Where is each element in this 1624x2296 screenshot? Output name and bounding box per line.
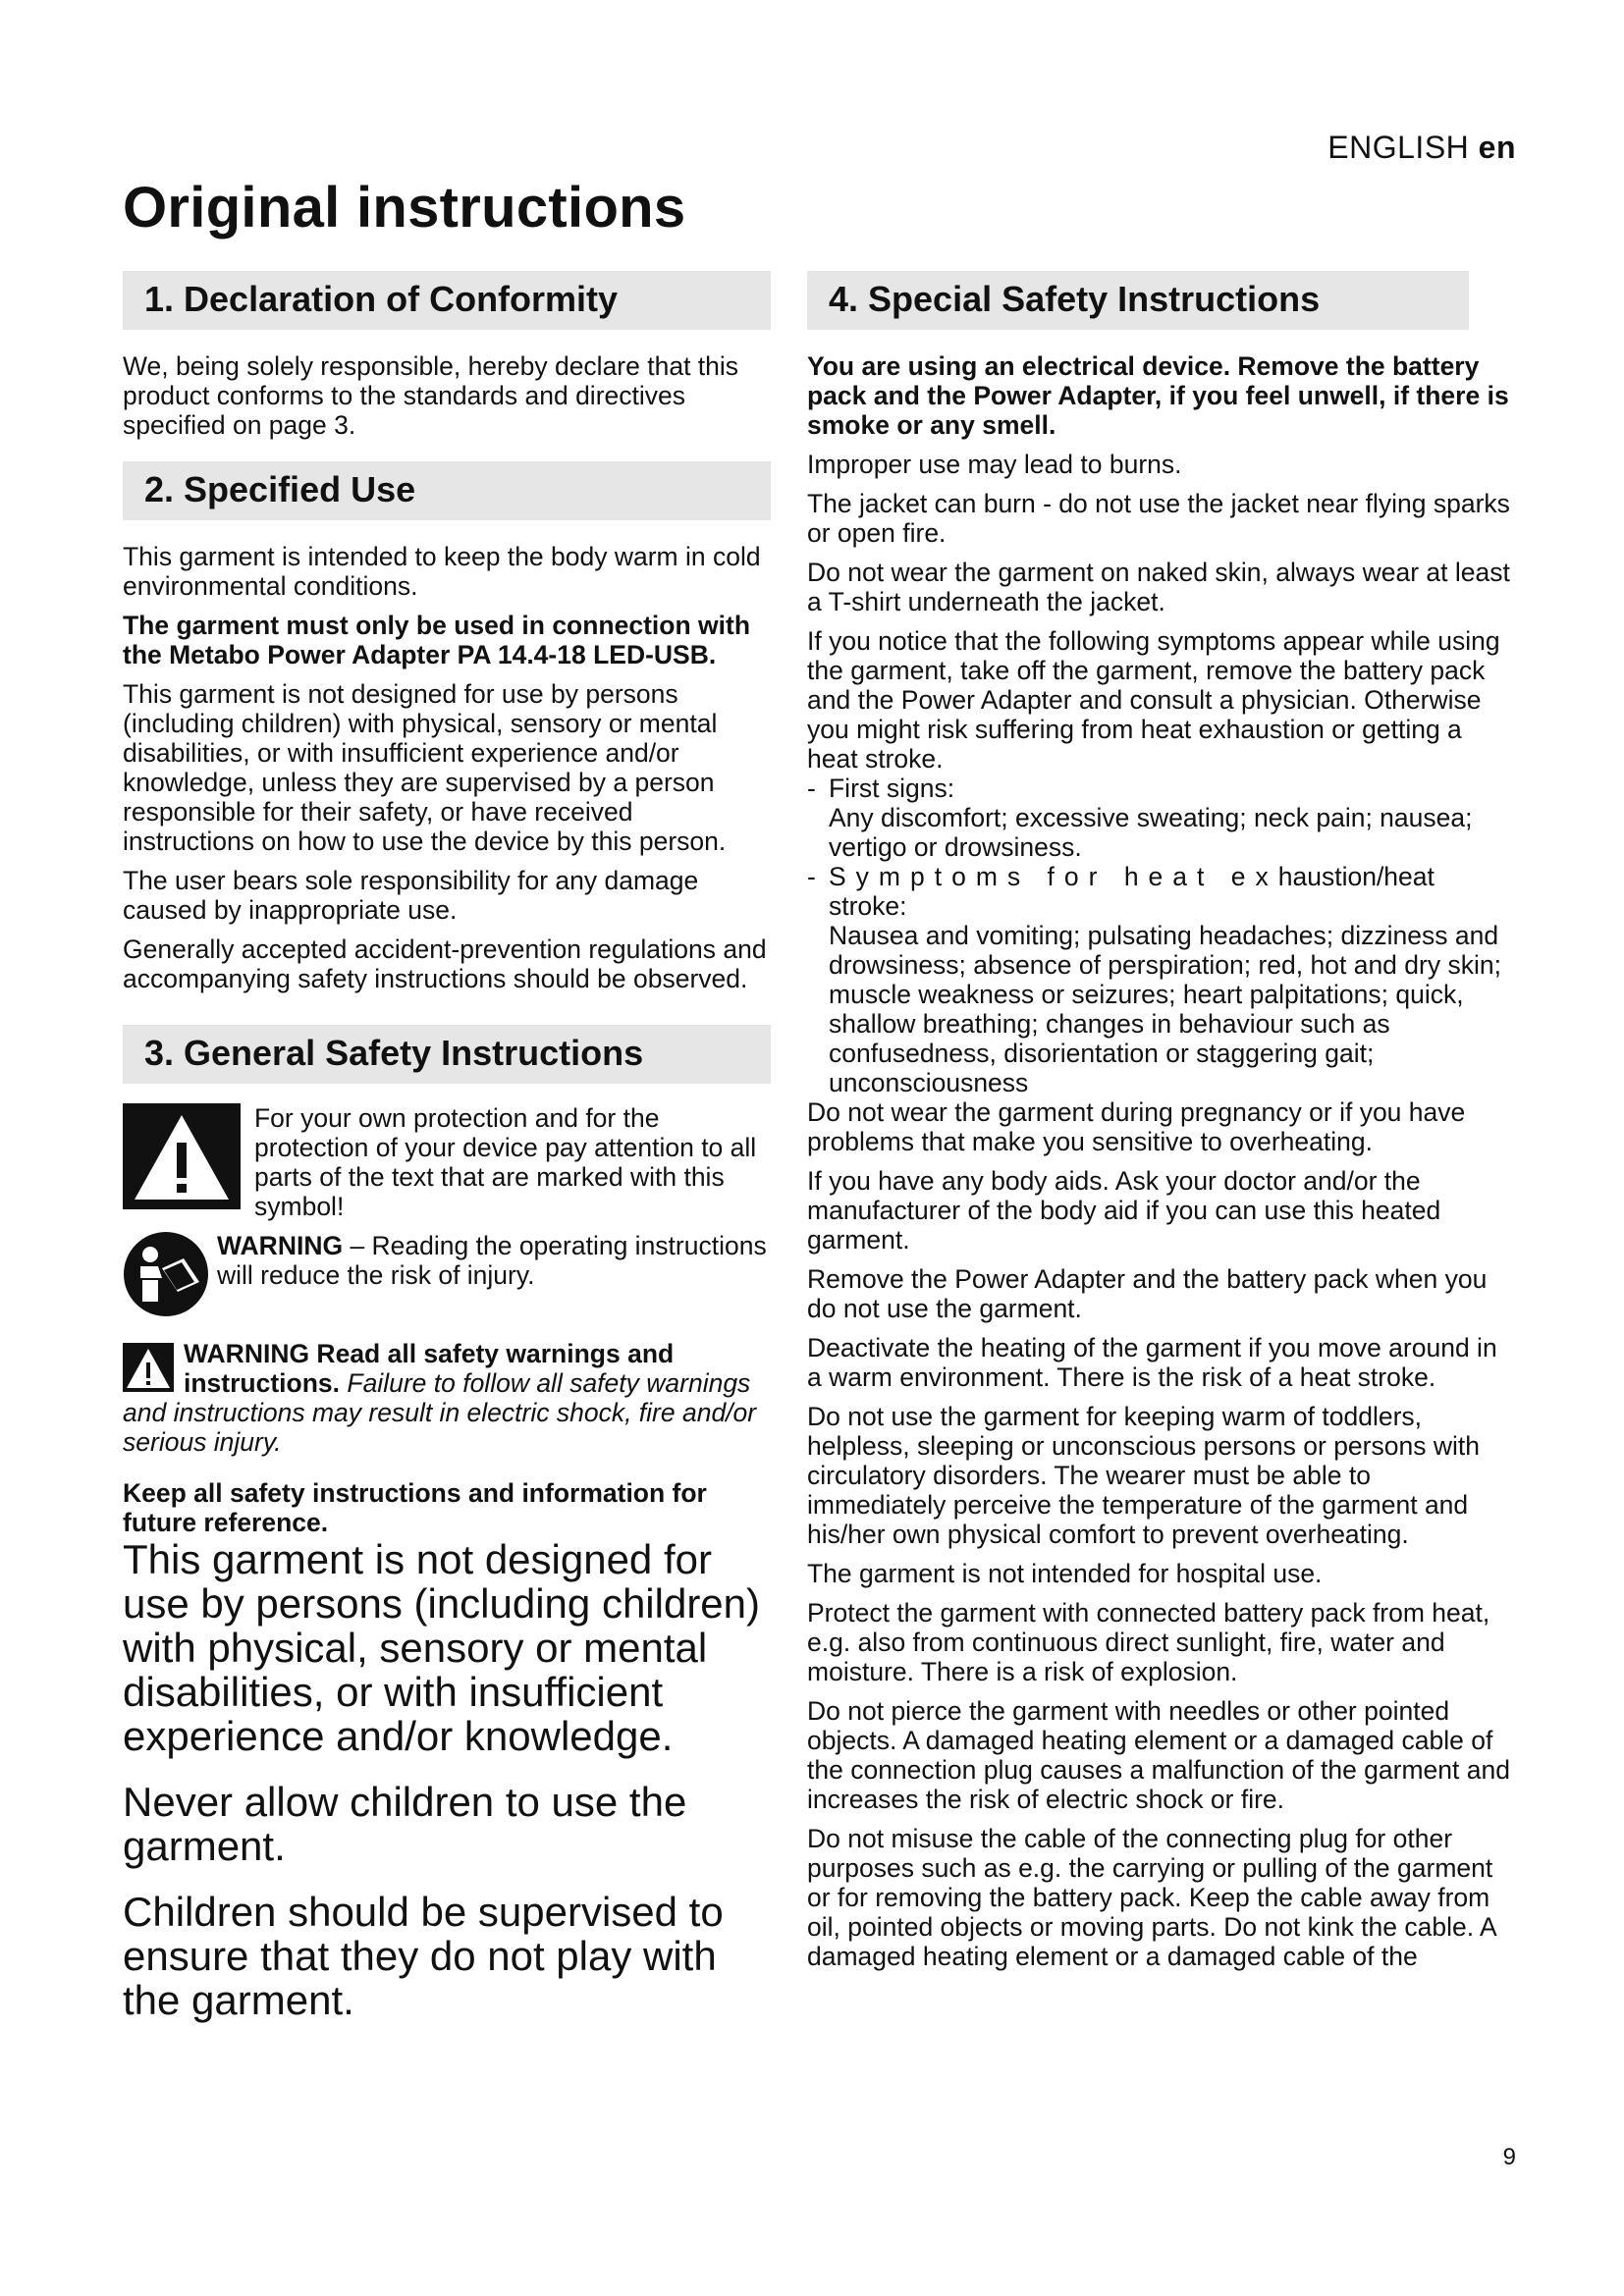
- read-manual-block: [123, 1231, 771, 1317]
- language-name: ENGLISH: [1327, 130, 1470, 165]
- special-safety-p5: Do not wear the garment during pregnancy or if you have problems that make you sensitive to overheating.: [807, 1097, 1466, 1156]
- warning-read-instructions: [217, 1231, 771, 1290]
- left-column: [123, 271, 771, 2022]
- section-4-heading: 4. Special Safety Instructions: [807, 271, 1469, 330]
- symptoms-label-rest: haustion/heat stroke:: [829, 862, 1435, 921]
- first-signs-text: Any discomfort; excessive sweating; neck pain; nausea; vertigo or drowsiness.: [829, 803, 1473, 862]
- specified-use-adapter-note: The garment must only be used in connection with the Metabo Power Adapter PA 14.4-18 LED-USB.: [123, 611, 751, 669]
- special-safety-p7: Remove the Power Adapter and the battery pack when you do not use the garment.: [807, 1264, 1488, 1323]
- large-warning-1: This garment is not designed for use by persons (including children) with physical, sensory or mental disabilities, or with insufficient experience and/or knowledge.: [123, 1536, 761, 1759]
- page-number: 9: [1502, 2144, 1516, 2170]
- special-safety-p8: Deactivate the heating of the garment if you move around in a warm environment. There is the risk of a heat stroke.: [807, 1333, 1497, 1392]
- section-2-heading: 2. Specified Use: [123, 461, 771, 520]
- read-all-warnings-block: [123, 1339, 771, 1457]
- symbol-note-block: [123, 1103, 771, 1221]
- specified-use-p1: This garment is intended to keep the body warm in cold environmental conditions.: [123, 542, 761, 601]
- special-safety-p13: Do not misuse the cable of the connecting plug for other purposes such as e.g. the carrying or pulling of the garment or for removing the battery pack. Keep the cable away from oil, pointed objects or moving parts. Do not kink the cable. A damaged heating element or a damaged cable of the: [807, 1824, 1496, 1971]
- special-safety-p4: If you notice that the following symptoms appear while using the garment, take off the garment, remove the battery pack and the Power Adapter and consult a physician. Otherwise you might risk suffering from heat exhaustion or getting a heat stroke.: [807, 626, 1500, 774]
- specified-use-p5: Generally accepted accident-prevention regulations and accompanying safety instructions should be observed.: [123, 934, 767, 993]
- symptoms-label-spaced: Symptoms for heat ex: [829, 862, 1278, 891]
- special-safety-p9: Do not use the garment for keeping warm of toddlers, helpless, sleeping or unconscious persons or persons with circulatory disorders. The wearer must be able to immediately perceive the temperature of the garment and his/her own physical comfort to prevent overheating.: [807, 1402, 1480, 1549]
- declaration-text: We, being solely responsible, hereby declare that this product conforms to the standards and directives specified on page 3.: [123, 351, 739, 440]
- warning-triangle-icon: [123, 1103, 241, 1209]
- language-code: en: [1478, 130, 1516, 165]
- section-1-heading: 1. Declaration of Conformity: [123, 271, 771, 330]
- language-label: [1327, 130, 1516, 166]
- read-manual-icon: [123, 1231, 209, 1317]
- list-item: - First signs: Any discomfort; excessive sweating; neck pain; nausea; vertigo or drowsiness.: [807, 774, 1514, 862]
- symptom-list: [807, 774, 1514, 1097]
- large-warning-3: Children should be supervised to ensure that they do not play with the garment.: [123, 1889, 724, 2023]
- keep-instructions-note: Keep all safety instructions and information for future reference.: [123, 1478, 707, 1537]
- warning-label: WARNING: [217, 1231, 344, 1260]
- large-warning-2: Never allow children to use the garment.: [123, 1779, 687, 1869]
- read-all-warnings-text: [123, 1339, 771, 1457]
- special-safety-p12: Do not pierce the garment with needles or other pointed objects. A damaged heating element or a damaged cable of the connection plug causes a malfunction of the garment and increases the risk of electric shock or fire.: [807, 1696, 1510, 1814]
- page-title: Original instructions: [123, 176, 686, 240]
- small-warning-triangle-icon: [123, 1343, 174, 1392]
- special-safety-p3: Do not wear the garment on naked skin, always wear at least a T-shirt underneath the jacket.: [807, 558, 1510, 616]
- specified-use-p3: This garment is not designed for use by persons (including children) with physical, sensory or mental disabilities, or with insufficient experience and/or knowledge, unless they are supervised by a person responsible for their safety, or have received instructions on how to use the device by this person.: [123, 679, 727, 856]
- symbol-note-text: For your own protection and for the protection of your device pay attention to all parts of the text that are marked with this symbol!: [254, 1103, 757, 1221]
- read-all-warnings-italic: Failure to follow all safety warnings and instructions may result in electric shock, fire and/or serious injury.: [123, 1368, 757, 1457]
- specified-use-p4: The user bears sole responsibility for any damage caused by inappropriate use.: [123, 866, 699, 925]
- special-safety-p10: The garment is not intended for hospital use.: [807, 1559, 1323, 1588]
- symptoms-label: [829, 862, 1514, 921]
- special-safety-intro: You are using an electrical device. Remove the battery pack and the Power Adapter, if you feel unwell, if there is smoke or any smell.: [807, 351, 1509, 440]
- read-all-warnings-bold: WARNING Read all safety warnings and instructions.: [184, 1339, 675, 1398]
- right-column: [807, 271, 1514, 1971]
- warning-read-text: – Reading the operating instructions will reduce the risk of injury.: [217, 1231, 767, 1290]
- section-3-heading: 3. General Safety Instructions: [123, 1025, 771, 1084]
- special-safety-p6: If you have any body aids. Ask your doctor and/or the manufacturer of the body aid if you can use this heated garment.: [807, 1166, 1441, 1255]
- symptoms-text: Nausea and vomiting; pulsating headaches; dizziness and drowsiness; absence of perspiration; red, hot and dry skin; muscle weakness or seizures; heart palpitations; quick, shallow breathing; changes in behaviour such as confusedness, disorientation or staggering gait; unconsciousness: [829, 921, 1501, 1097]
- list-item: - Symptoms for heat exhaustion/heat stroke: Nausea and vomiting; pulsating headaches; dizziness and drowsiness; absence of perspiration; red, hot and dry skin; muscle weakness or seizures; heart palpitations; quick, shallow breathing; changes in behaviour such as confusedness, disorientation or staggering gait; unconsciousness: [807, 862, 1514, 1097]
- first-signs-label: First signs:: [829, 774, 955, 803]
- special-safety-p2: The jacket can burn - do not use the jacket near flying sparks or open fire.: [807, 489, 1510, 548]
- special-safety-p11: Protect the garment with connected battery pack from heat, e.g. also from continuous direct sunlight, fire, water and moisture. There is a risk of explosion.: [807, 1598, 1490, 1686]
- special-safety-p1: Improper use may lead to burns.: [807, 450, 1182, 479]
